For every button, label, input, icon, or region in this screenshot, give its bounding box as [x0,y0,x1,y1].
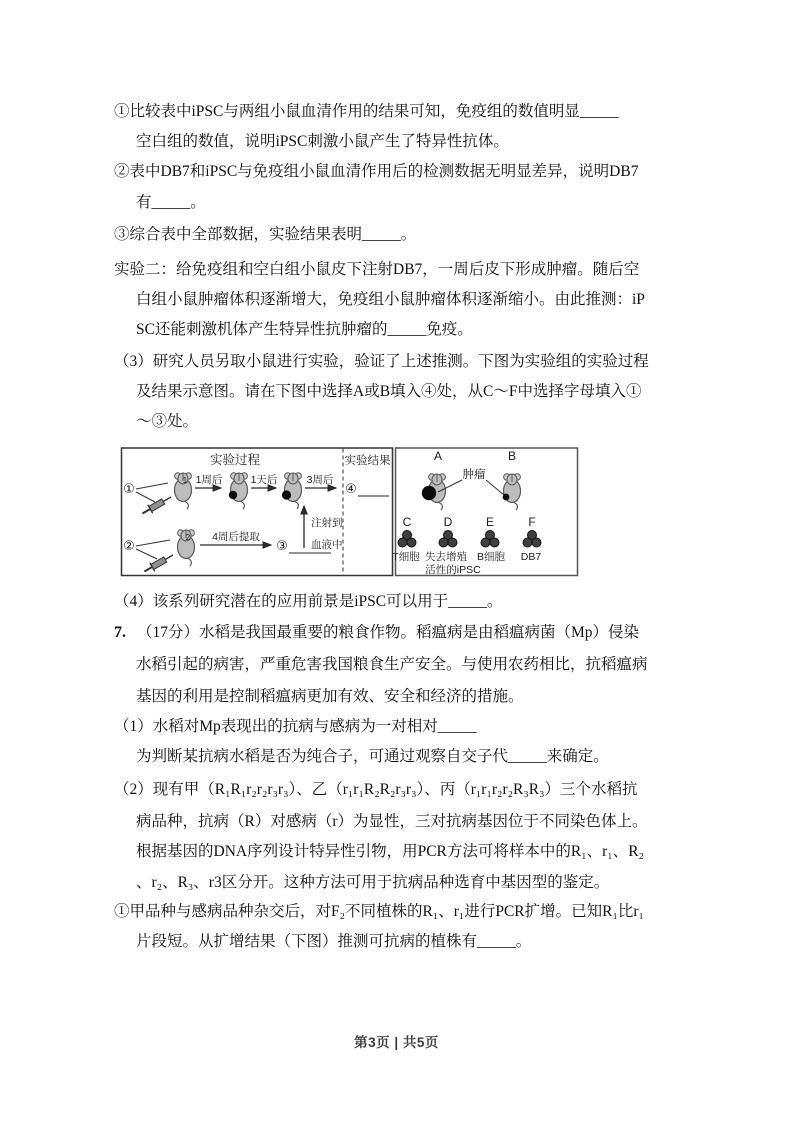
mouse-2-number: 2 [185,533,191,542]
text-line-23: 片段短。从扩增结果（下图）推测可抗病的植株有_____。 [136,933,532,950]
cell-cluster-d [439,531,457,548]
mouse-b-label: B [507,449,517,463]
tumor-pointer-line [486,480,504,495]
step2-marker: ② [123,538,135,553]
text-line-17: 为判断某抗病水稻是否为纯合子，可通过观察自交子代_____来确定。 [136,748,609,765]
cell-cluster-e [481,531,499,548]
tumor-spot [229,491,237,499]
cell-letter-c: C [402,515,412,529]
text-line-1: ①比较表中iPSC与两组小鼠血清作用的结果可知，免疫组的数值明显_____ [114,103,619,120]
text-line-21: 、r₂、R₃、r3区分开。这种方法可用于抗病品种选育中基因型的鉴定。 [136,874,610,891]
text-line-7: 白组小鼠肿瘤体积逐渐增大，免疫组小鼠肿瘤体积逐渐缩小。由此推测：iP [136,291,645,308]
cell-name-b-cell: B细胞 [476,551,506,563]
step1-marker: ① [123,481,135,496]
text-line-12: （4）该系列研究潜在的应用前景是iPSC可以用于_____。 [114,593,503,610]
result-blank-marker: ④ [345,481,357,496]
pointer-line [136,540,170,546]
large-tumor-spot [422,486,436,500]
after-1-day-label: 1天后 [250,474,278,486]
question-7-number: 7. [114,624,126,641]
after-3-weeks-label: 3周后 [306,474,334,486]
text-line-8: SC还能刺激机体产生特异性抗肿瘤的_____免疫。 [136,321,473,338]
text-line-14: 水稻引起的病害，严重危害我国粮食生产安全。与使用农药相比，抗稻瘟病 [136,656,648,673]
cell-cluster-c [398,531,416,548]
pointer-line [136,483,168,489]
text-line-11: ～③处。 [136,413,199,430]
text-line-3: ②表中DB7和iPSC与免疫组小鼠血清作用后的检测数据无明显差异，说明DB7 [114,163,639,180]
cell-letter-d: D [443,515,453,529]
extract-blank-marker: ③ [276,538,288,553]
tumor-label: 肿瘤 [462,469,486,481]
pointer-line [136,492,155,502]
page-number-footer: 第3页 | 共5页 [354,1035,439,1050]
inject-label-line2: 血液中 [311,539,343,551]
process-panel-box [122,448,393,576]
cell-name-db7: DB7 [520,551,542,563]
text-line-19: 病品种，抗病（R）对感病（r）为显性，三对抗病基因位于不同染色体上。 [136,813,648,830]
text-line-22: ①甲品种与感病品种杂交后，对F₂不同植株的R₁、r₁进行PCR扩增。已知R₁比r₁ [114,903,644,920]
text-line-16: （1）水稻对Mp表现出的抗病与感病为一对相对_____ [114,718,477,735]
question-7-line [114,618,639,648]
mouse-a-label: A [433,449,443,463]
text-line-20: 根据基因的DNA序列设计特异性引物，用PCR方法可将样本中的R₁、r₁、R₂ [136,843,644,860]
text-line-6: 实验二：给免疫组和空白组小鼠皮下注射DB7，一周后皮下形成肿瘤。随后空 [114,261,640,278]
question-7-text: （17分）水稻是我国最重要的粮食作物。稻瘟病是由稻瘟病菌（Mp）侵染 [137,624,640,641]
after-1-week-label: 1周后 [195,474,223,486]
cell-letter-e: E [485,515,495,529]
tumor-spot [282,490,291,499]
cell-letter-f: F [528,515,536,529]
result-title: 实验结果 [344,455,391,467]
text-line-2: 空白组的数值，说明iPSC刺激小鼠产生了特异性抗体。 [136,133,509,150]
cell-cluster-f [523,531,541,548]
cell-name-inactivated: 失去增殖 [425,551,467,563]
text-line-9: （3）研究人员另取小鼠进行实验，验证了上述推测。下图为实验组的实验过程 [114,353,649,370]
cell-name-t-cell: T细胞 [392,551,420,563]
text-line-18: （2）现有甲（R₁R₁r₂r₂r₃r₃）、乙（r₁r₁R₂R₂r₃r₃）、丙（r₁r₁r₂r₂R₃R₃）三个水稻抗 [114,781,638,798]
pointer-line [136,549,157,559]
text-line-4: 有_____。 [136,194,206,211]
experiment-diagram-svg [115,447,580,578]
extract-label: 4周后提取 [212,531,260,543]
text-line-15: 基因的利用是控制稻瘟病更加有效、安全和经济的措施。 [136,688,524,705]
mouse-b [504,474,521,510]
process-title: 实验过程 [209,453,261,467]
inject-label-line1: 注射到 [311,517,343,529]
text-line-5: ③综合表中全部数据，实验结果表明_____。 [114,226,417,243]
experiment-diagram [115,447,580,578]
cell-name-inactivated-line2: 活性的iPSC [425,564,481,576]
mouse-1-number: 1 [182,476,188,485]
text-line-10: 及结果示意图。请在下图中选择A或B填入④处，从C～F中选择字母填入① [136,383,642,400]
